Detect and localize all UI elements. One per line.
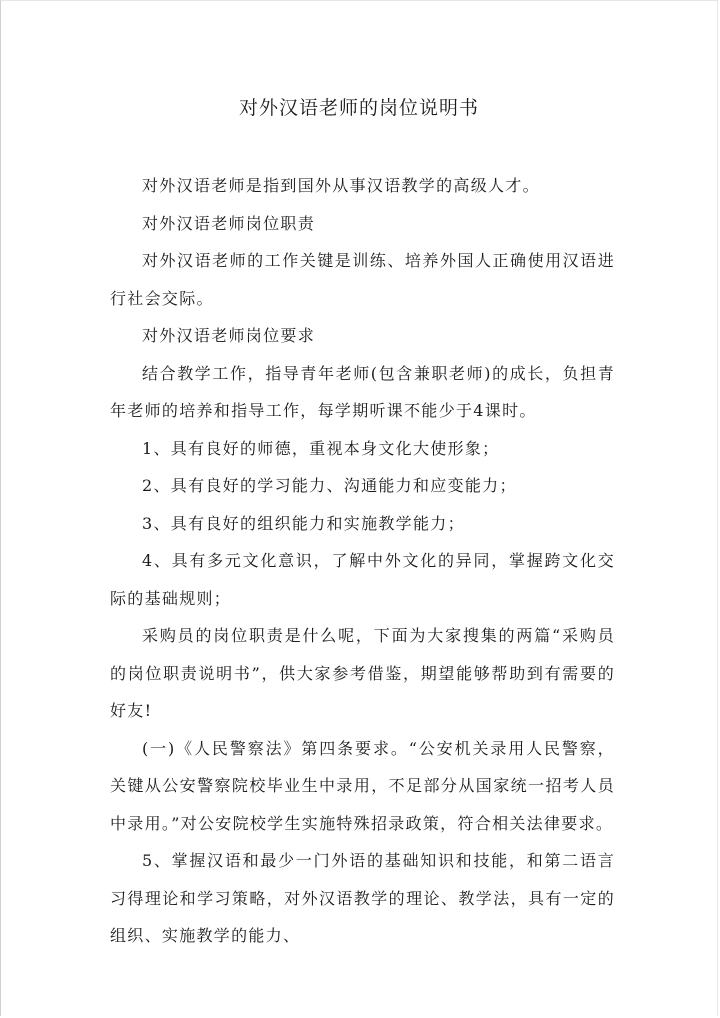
paragraph: 对外汉语老师是指到国外从事汉语教学的高级人才。 [142, 176, 540, 195]
paragraph: 1、具有良好的师德，重视本身文化大使形象； [142, 438, 500, 458]
paragraph: 2、具有良好的学习能力、沟通能力和应变能力； [142, 476, 517, 495]
paragraph: 对外汉语老师岗位职责 [142, 213, 316, 233]
document-body [110, 167, 615, 955]
paragraph: 采购员的岗位职责是什么呢，下面为大家搜集的两篇“采购员的岗位职责说明书”，供大家参考借鉴，期望能够帮助到有需要的好友! [110, 626, 615, 720]
paragraph: 结合教学工作，指导青年老师(包含兼职老师)的成长，负担青年老师的培养和指导工作，每学期听课不能少于4课时。 [110, 363, 615, 420]
document-title: 对外汉语老师的岗位说明书 [238, 97, 479, 119]
paragraph: (一)《人民警察法》第四条要求。“公安机关录用人民警察，关键从公安警察院校毕业生中录用，不足部分从国家统一招考人员中录用。”对公安院校学生实施特殊招录政策，符合相关法律要求。 [110, 738, 615, 833]
paragraph: 对外汉语老师岗位要求 [142, 326, 316, 345]
paragraph: 5、掌握汉语和最少一门外语的基础知识和技能，和第二语言习得理论和学习策略，对外汉语教学的理论、教学法，具有一定的组织、实施教学的能力、 [110, 851, 615, 945]
paragraph: 对外汉语老师的工作关键是训练、培养外国人正确使用汉语进行社会交际。 [110, 251, 615, 308]
paragraph: 4、具有多元文化意识，了解中外文化的异同，掌握跨文化交际的基础规则； [110, 551, 615, 608]
paragraph: 3、具有良好的组织能力和实施教学能力； [142, 513, 465, 533]
